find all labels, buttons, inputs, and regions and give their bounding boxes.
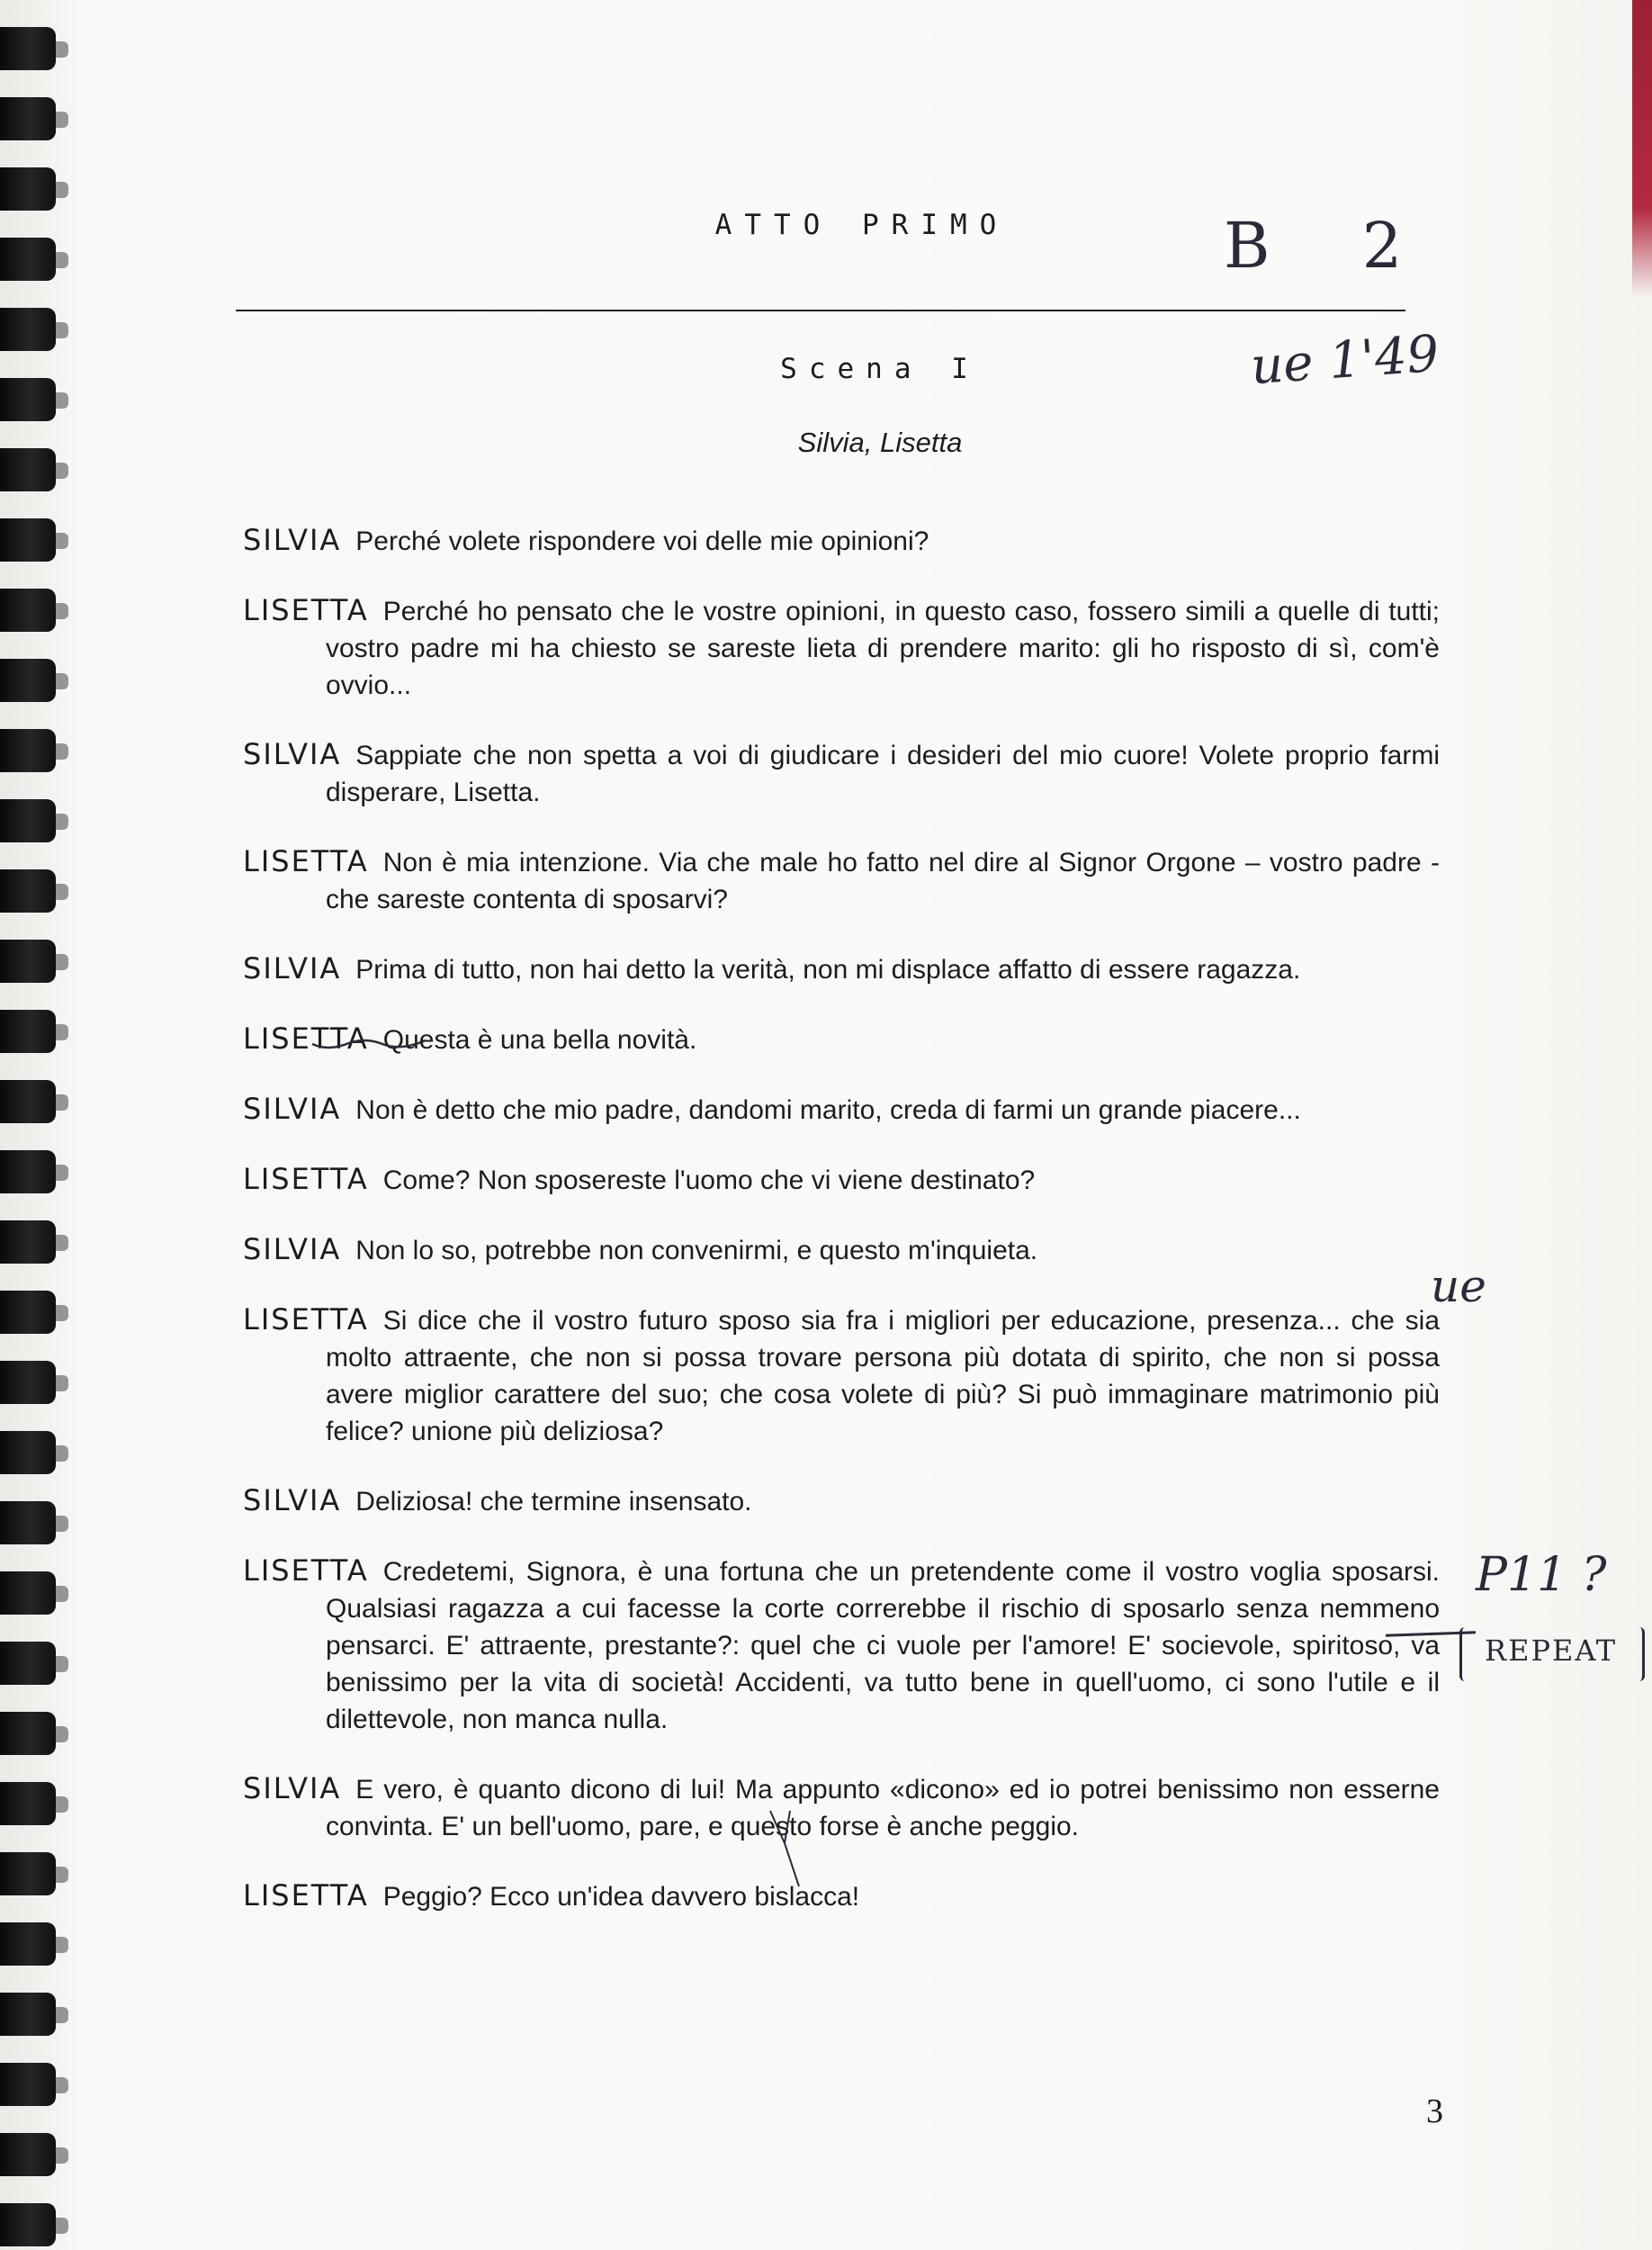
dialogue-line (243, 522, 1440, 560)
dialogue-line (243, 843, 1440, 918)
speaker-name: LISETTA (243, 1302, 369, 1336)
binding-ring (0, 1993, 56, 2036)
binding-ring (0, 1361, 56, 1404)
speaker-name: LISETTA (243, 1553, 369, 1588)
binding-ring (0, 1080, 56, 1123)
binding-ring (0, 729, 56, 772)
spiral-binding (0, 0, 72, 2250)
speaker-name: SILVIA (243, 951, 342, 986)
handwritten-insertion-mark (767, 1807, 803, 1888)
handwritten-time: ue 1'49 (1248, 324, 1441, 397)
speaker-name: LISETTA (243, 844, 369, 878)
dialogue-line (243, 1482, 1440, 1520)
dialogue-line (243, 1770, 1440, 1845)
dialogue-line (243, 592, 1440, 704)
scene-characters: Silvia, Lisetta (797, 427, 963, 458)
binding-ring (0, 1922, 56, 1966)
binding-ring (0, 1782, 56, 1825)
speaker-name: SILVIA (243, 1092, 342, 1126)
binding-ring (0, 1712, 56, 1755)
dialogue-line (243, 1552, 1440, 1738)
dialogue-line (243, 950, 1440, 988)
binding-ring (0, 799, 56, 842)
speaker-name: SILVIA (243, 737, 342, 771)
line-text: Si dice che il vostro futuro sposo sia fra i migliori per educazione, presenza... che sia molto attraente, che non si possa trovare persona più dotata di spirito, che non si possa avere miglior carattere del suo; che cosa volete di più? Si può immaginare matrimonio più felice? unione più deliziosa? (326, 1306, 1440, 1446)
dialogue-line (243, 1091, 1440, 1129)
line-text: Non è mia intenzione. Via che male ho fatto nel dire al Signor Orgone – vostro padre - che sareste contenta di sposarvi? (326, 848, 1440, 914)
handwritten-repeat: REPEAT (1485, 1634, 1618, 1668)
binding-ring (0, 1501, 56, 1544)
binding-ring (0, 2063, 56, 2106)
speaker-name: SILVIA (243, 1771, 342, 1805)
binding-ring (0, 1642, 56, 1685)
line-text: Perché ho pensato che le vostre opinioni, in questo caso, fossero simili a quelle di tutti; vostro padre mi ha chiesto se sareste lieta di prendere marito: gli ho risposto di sì, com'è ovvio... (326, 597, 1440, 700)
handwritten-b2: B 2 (1224, 209, 1439, 283)
speaker-name: LISETTA (243, 593, 369, 627)
red-page-edge (1632, 0, 1652, 297)
line-text: Perché volete rispondere voi delle mie opinioni? (355, 526, 929, 556)
line-text: Sappiate che non spetta a voi di giudicare i desideri del mio cuore! Volete proprio farmi disperare, Lisetta. (326, 741, 1440, 807)
binding-ring (0, 659, 56, 702)
binding-ring (0, 2133, 56, 2176)
line-text: Deliziosa! che termine insensato. (355, 1487, 752, 1516)
binding-ring (0, 869, 56, 913)
line-text: Non è detto che mio padre, dandomi marito, creda di farmi un grande piacere... (355, 1095, 1301, 1125)
binding-ring (0, 1431, 56, 1474)
handwritten-underline (310, 1033, 427, 1051)
line-text: Prima di tutto, non hai detto la verità, non mi displace affatto di essere ragazza. (355, 955, 1301, 985)
speaker-name: LISETTA (243, 1162, 369, 1196)
handwritten-ue: ue (1431, 1260, 1486, 1312)
page-number: 3 (1426, 2092, 1443, 2130)
binding-ring (0, 1291, 56, 1334)
binding-ring (0, 1852, 56, 1895)
line-text: Peggio? Ecco un'idea davvero bislacca! (382, 1882, 860, 1912)
dialogue-line (243, 1161, 1440, 1199)
dialogue-block (243, 522, 1440, 1915)
binding-ring (0, 27, 56, 70)
dialogue-line (243, 736, 1440, 811)
handwritten-p11: P11 ? (1476, 1548, 1607, 1602)
binding-ring (0, 1220, 56, 1264)
binding-ring (0, 589, 56, 632)
line-text: E vero, è quanto dicono di lui! Ma appunto «dicono» ed io potrei benissimo non esserne convinta. E' un bell'uomo, pare, e questo forse è anche peggio. (326, 1775, 1440, 1841)
binding-ring (0, 1571, 56, 1615)
line-text: Come? Non sposereste l'uomo che vi viene destinato? (382, 1166, 1036, 1195)
dialogue-line (243, 1231, 1440, 1269)
dialogue-line (243, 1877, 1440, 1915)
dialogue-line (243, 1301, 1440, 1450)
binding-ring (0, 167, 56, 211)
binding-ring (0, 940, 56, 983)
binding-ring (0, 1150, 56, 1193)
speaker-name: LISETTA (243, 1878, 369, 1912)
binding-ring (0, 2203, 56, 2246)
binding-ring (0, 308, 56, 351)
speaker-name: SILVIA (243, 523, 342, 557)
speaker-name: SILVIA (243, 1232, 342, 1266)
act-title: ATTO PRIMO (714, 209, 1010, 241)
binding-ring (0, 97, 56, 140)
scene-title: Scena I (780, 353, 980, 385)
line-text: Questa è una bella novità. (382, 1025, 697, 1055)
binding-ring (0, 238, 56, 281)
binding-ring (0, 518, 56, 562)
line-text: Non lo so, potrebbe non convenirmi, e questo m'inquieta. (355, 1236, 1038, 1265)
line-text: Credetemi, Signora, è una fortuna che un pretendente come il vostro voglia sposarsi. Qualsiasi ragazza a cui facesse la corte correrebbe il rischio di sposarlo senza nemmeno pensarci. E' attraente, prestante?: quel che ci vuole per l'amore! E' socievole, spiritoso, va benissimo per la vita di società! Accidenti, va tutto bene in quell'uomo, ci sono l'utile e il dilettevole, non manca nulla. (326, 1557, 1440, 1734)
speaker-name: SILVIA (243, 1483, 342, 1517)
speaker-name: LISETTA (243, 1022, 369, 1056)
title-divider (236, 310, 1405, 311)
binding-ring (0, 1010, 56, 1053)
